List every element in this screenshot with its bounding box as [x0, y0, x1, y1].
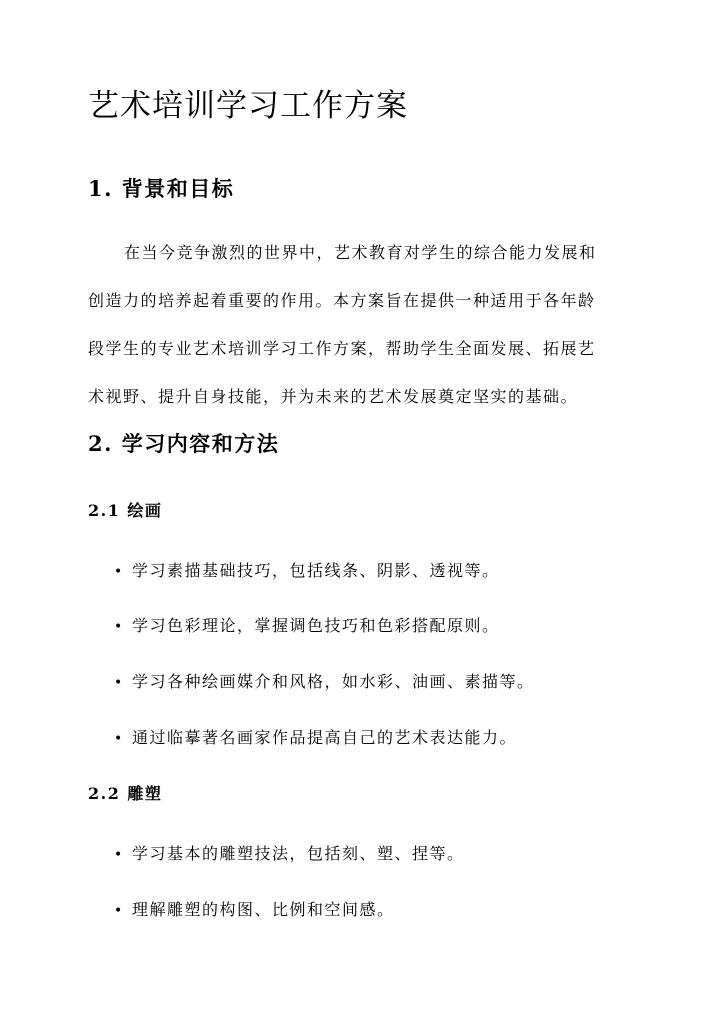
- bullet-icon: •: [114, 564, 124, 580]
- subsection-2-1-heading: 2.1 绘画: [88, 501, 163, 520]
- list-item: [114, 726, 517, 751]
- list-item: [114, 614, 500, 639]
- list-item: [114, 842, 465, 867]
- section-1-heading: 1. 背景和目标: [88, 176, 235, 201]
- section-1-paragraph: [88, 229, 632, 421]
- paragraph-line: 术视野、提升自身技能，并为未来的艺术发展奠定坚实的基础。: [88, 387, 579, 406]
- list-item: [114, 898, 395, 923]
- list-item-text: 理解雕塑的构图、比例和空间感。: [132, 900, 395, 919]
- bullet-icon: •: [114, 675, 124, 691]
- subsection-2-2-heading: 2.2 雕塑: [88, 784, 163, 803]
- bullet-icon: •: [114, 619, 124, 635]
- list-item: [114, 670, 535, 695]
- bullet-icon: •: [114, 731, 124, 747]
- list-item-text: 学习色彩理论，掌握调色技巧和色彩搭配原则。: [132, 616, 500, 635]
- bullet-icon: •: [114, 847, 124, 863]
- paragraph-line: 在当今竞争激烈的世界中，艺术教育对学生的综合能力发展和: [124, 243, 597, 262]
- section-2-heading: 2. 学习内容和方法: [88, 431, 280, 456]
- document-title: 艺术培训学习工作方案: [88, 88, 408, 124]
- list-item-text: 学习素描基础技巧，包括线条、阴影、透视等。: [132, 561, 500, 580]
- list-item-text: 学习基本的雕塑技法，包括刻、塑、捏等。: [132, 844, 465, 863]
- list-item-text: 通过临摹著名画家作品提高自己的艺术表达能力。: [132, 728, 518, 747]
- bullet-icon: •: [114, 903, 124, 919]
- paragraph-line: 创造力的培养起着重要的作用。本方案旨在提供一种适用于各年龄: [88, 291, 596, 310]
- list-item-text: 学习各种绘画媒介和风格，如水彩、油画、素描等。: [132, 672, 535, 691]
- list-item: [114, 559, 500, 584]
- paragraph-line: 段学生的专业艺术培训学习工作方案，帮助学生全面发展、拓展艺: [88, 339, 596, 358]
